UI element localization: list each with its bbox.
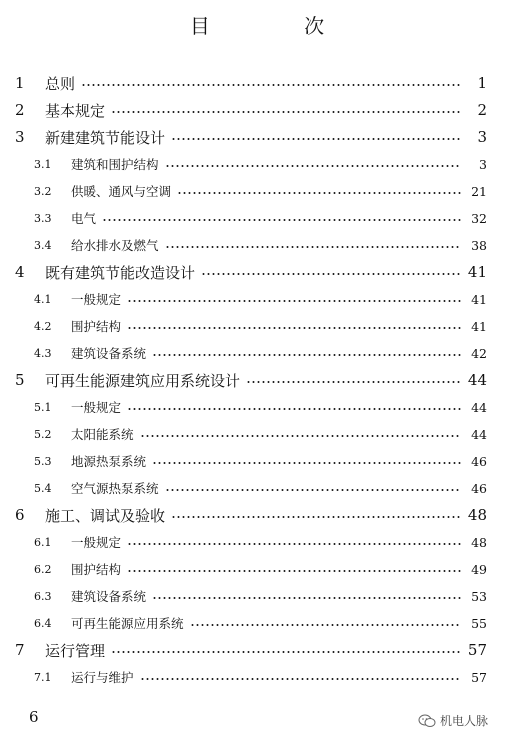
toc-entry-number: 4.2	[34, 319, 52, 333]
dot-leader	[127, 327, 461, 329]
toc-section-entry	[0, 665, 514, 689]
toc-section-entry	[0, 530, 514, 554]
toc-entry-number: 4.1	[34, 292, 52, 306]
toc-entry-label: 总则	[45, 74, 76, 93]
toc-entry-page: 49	[471, 561, 487, 577]
toc-entry-number: 4	[15, 263, 25, 281]
toc-chapter-entry	[0, 260, 514, 284]
toc-entry-number: 6.2	[34, 562, 52, 576]
toc-entry-label: 运行与维护	[71, 670, 134, 685]
toc-section-entry	[0, 422, 514, 446]
dot-leader	[152, 597, 461, 599]
toc-entry-page: 2	[477, 101, 487, 119]
toc-entry-number: 6.4	[34, 616, 52, 630]
dot-leader	[171, 516, 461, 518]
dot-leader	[177, 192, 461, 194]
toc-entry-page: 46	[471, 453, 487, 469]
toc-section-entry	[0, 233, 514, 257]
toc-chapter-entry	[0, 125, 514, 149]
wechat-icon	[418, 714, 436, 728]
toc-entry-page: 1	[477, 74, 487, 92]
toc-entry-number: 3	[15, 128, 25, 146]
dot-leader	[111, 111, 461, 113]
toc-entry-label: 电气	[71, 211, 97, 226]
toc-entry-label: 可再生能源应用系统	[71, 616, 184, 631]
toc-entry-page: 44	[471, 426, 487, 442]
footer-page-number: 6	[29, 708, 39, 726]
toc-entry-number: 5	[15, 371, 25, 389]
toc-entry-label: 建筑设备系统	[71, 589, 147, 604]
toc-entry-label: 太阳能系统	[71, 427, 134, 442]
dot-leader	[140, 435, 461, 437]
toc-section-entry	[0, 395, 514, 419]
toc-entry-label: 建筑设备系统	[71, 346, 147, 361]
toc-chapter-entry	[0, 71, 514, 95]
toc-entry-page: 57	[471, 669, 487, 685]
dot-leader	[165, 246, 461, 248]
dot-leader	[127, 543, 461, 545]
toc-entry-number: 4.3	[34, 346, 52, 360]
toc-entry-page: 55	[471, 615, 487, 631]
toc-entry-number: 5.3	[34, 454, 52, 468]
toc-entry-label: 既有建筑节能改造设计	[45, 263, 196, 282]
toc-entry-page: 3	[479, 156, 487, 172]
watermark	[418, 712, 488, 729]
toc-entry-number: 6	[15, 506, 25, 524]
toc-entry-label: 一般规定	[71, 400, 122, 415]
toc-chapter-entry	[0, 368, 514, 392]
toc-entry-label: 围护结构	[71, 319, 122, 334]
toc-chapter-entry	[0, 503, 514, 527]
toc-entry-page: 48	[471, 534, 487, 550]
toc-section-entry	[0, 611, 514, 635]
toc-entry-label: 围护结构	[71, 562, 122, 577]
dot-leader	[127, 408, 461, 410]
toc-entry-label: 基本规定	[45, 101, 106, 120]
toc-entry-number: 2	[15, 101, 25, 119]
toc-entry-label: 一般规定	[71, 535, 122, 550]
toc-section-entry	[0, 206, 514, 230]
toc-entry-label: 运行管理	[45, 641, 106, 660]
toc-entry-label: 可再生能源建筑应用系统设计	[45, 371, 241, 390]
toc-section-entry	[0, 152, 514, 176]
toc-chapter-entry	[0, 638, 514, 662]
toc-entry-page: 41	[471, 318, 487, 334]
dot-leader	[246, 381, 461, 383]
toc-entry-number: 5.4	[34, 481, 52, 495]
toc-entry-label: 地源热泵系统	[71, 454, 147, 469]
dot-leader	[102, 219, 461, 221]
toc-entry-label: 建筑和围护结构	[71, 157, 159, 172]
toc-entry-page: 44	[467, 371, 487, 389]
toc-entry-number: 3.1	[34, 157, 52, 171]
toc-entry-number: 6.1	[34, 535, 52, 549]
toc-entry-page: 48	[467, 506, 487, 524]
toc-entry-number: 1	[15, 74, 25, 92]
toc-section-entry	[0, 179, 514, 203]
dot-leader	[127, 570, 461, 572]
toc-entry-page: 57	[467, 641, 487, 659]
toc-entry-label: 给水排水及燃气	[71, 238, 159, 253]
dot-leader	[190, 624, 461, 626]
toc-entry-number: 7.1	[34, 670, 52, 684]
toc-entry-label: 一般规定	[71, 292, 122, 307]
dot-leader	[140, 678, 461, 680]
toc-entry-page: 46	[471, 480, 487, 496]
toc-entry-page: 41	[471, 291, 487, 307]
toc-entry-page: 32	[471, 210, 487, 226]
dot-leader	[152, 354, 461, 356]
dot-leader	[81, 84, 461, 86]
dot-leader	[165, 165, 461, 167]
dot-leader	[171, 138, 461, 140]
toc-entry-number: 5.1	[34, 400, 52, 414]
dot-leader	[152, 462, 461, 464]
toc-chapter-entry	[0, 98, 514, 122]
page-title: 目 次	[189, 14, 369, 38]
toc-section-entry	[0, 476, 514, 500]
toc-entry-number: 3.3	[34, 211, 52, 225]
toc-section-entry	[0, 449, 514, 473]
toc-entry-label: 新建建筑节能设计	[45, 128, 166, 147]
dot-leader	[111, 651, 461, 653]
toc-entry-label: 供暖、通风与空调	[71, 184, 172, 199]
toc-entry-number: 6.3	[34, 589, 52, 603]
toc-entry-page: 42	[471, 345, 487, 361]
toc-section-entry	[0, 584, 514, 608]
dot-leader	[165, 489, 461, 491]
toc-entry-page: 44	[471, 399, 487, 415]
toc-section-entry	[0, 341, 514, 365]
toc-entry-page: 21	[471, 183, 487, 199]
toc-entry-number: 5.2	[34, 427, 52, 441]
toc-entry-page: 41	[467, 263, 487, 281]
toc-entry-page: 53	[471, 588, 487, 604]
toc-entry-number: 7	[15, 641, 25, 659]
toc-section-entry	[0, 557, 514, 581]
watermark-text: 机电人脉	[440, 714, 489, 728]
dot-leader	[127, 300, 461, 302]
toc-entry-label: 施工、调试及验收	[45, 506, 166, 525]
toc-section-entry	[0, 314, 514, 338]
dot-leader	[201, 273, 461, 275]
toc-entry-page: 38	[471, 237, 487, 253]
toc-section-entry	[0, 287, 514, 311]
toc-entry-label: 空气源热泵系统	[71, 481, 159, 496]
toc-entry-number: 3.4	[34, 238, 52, 252]
toc-entry-page: 3	[477, 128, 487, 146]
toc-entry-number: 3.2	[34, 184, 52, 198]
